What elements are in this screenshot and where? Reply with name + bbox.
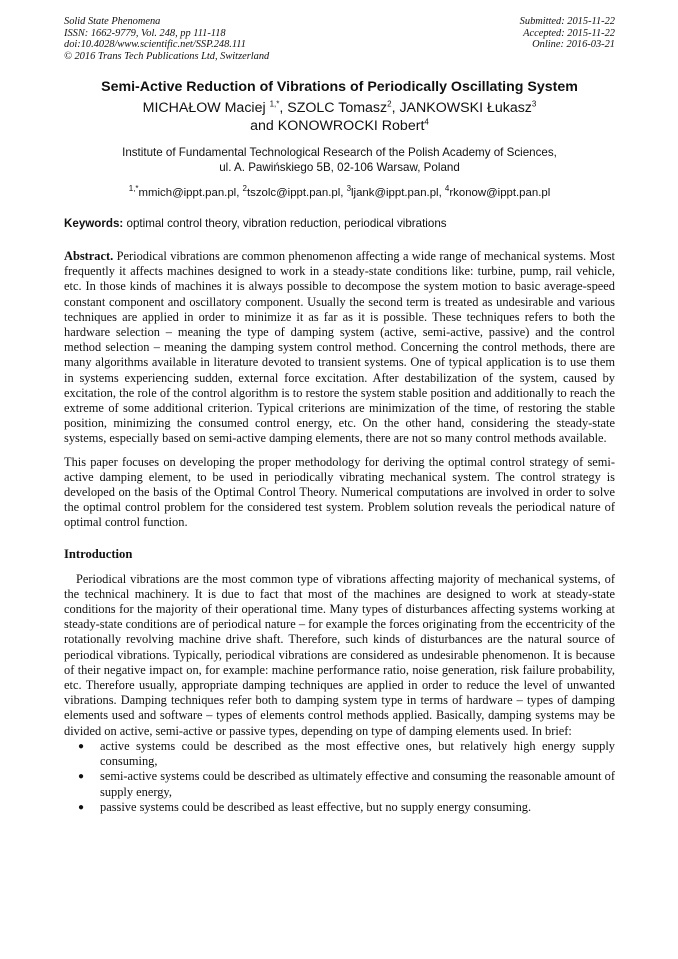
author-4: and KONOWROCKI Robert xyxy=(250,118,425,134)
author-1: MICHAŁOW Maciej xyxy=(142,100,270,116)
introduction-paragraph: Periodical vibrations are the most common type of vibrations affecting majority of mechanical systems, of the technical machinery. It is due to fact that most of the machines are designed to work at steady-state conditions for the majority of their operational time. Many types of disturbances affecting systems working at steady-state conditions are of periodical nature – for example the forces originating from the eccentricity of the rotationally revolving machine drive shaft. Therefore, such kinds of disturbances are the natural source of periodical vibrations. Typically, periodical vibrations are considered as undesirable phenomenon. It is because of their negative impact on, for example: machine performance ratio, noise generation, risk failure probability, etc. Therefore usually, appropriate damping techniques are applied in order to reduce the level of unwanted vibrations. Damping techniques refer both to damping system type in terms of hardware – types of damping elements used and software – types of elements control methods applied. Basically, damping systems may be divided on active, semi-active or passive types, depending on type of damping elements used. In brief: xyxy=(64,571,615,738)
keywords-text: optimal control theory, vibration reduction, periodical vibrations xyxy=(123,217,447,230)
damping-types-list xyxy=(64,739,615,815)
abstract-paragraph-2: This paper focuses on developing the proper methodology for deriving the optimal control strategy of semi-active damping element, to be used in periodically vibrating mechanical system. The control strategy is developed on the basis of the Optimal Control Theory. Numerical computations are involved in order to solve the optimal control problem for the considered test system. Problem solution reveals the periodical nature of optimal control function. xyxy=(64,454,615,530)
affiliation-line-2: ul. A. Pawińskiego 5B, 02-106 Warsaw, Poland xyxy=(219,161,460,174)
online-date: Online: 2016-03-21 xyxy=(532,39,615,51)
author-1-sup: 1,* xyxy=(269,99,280,109)
abstract-text: Periodical vibrations are common phenomenon affecting a wide range of mechanical systems. Most frequently it affects machines designed to work in a steady-state conditions like: turbine, pump, rail vehicle, etc. In those kinds of machines it is always possible to decompose the system motion to basic average-speed constant component and oscillatory component. Usually the second term is treated as undesirable and various techniques are applied in order to minimize it as far as it is possible. These techniques refers to both the hardware selection – meaning the type of damping system (active, semi-active, passive) and the control method selection – meaning the damping system control method. Concerning the control methods, there are many algorithms available in literature devoted to transient systems. One of typical application is to use them in systems experiencing sudden, external force excitation. After destabilization of the system, caused by excitation, the role of the control algorithm is to restore the system stable position and additionally to reach the extreme of some additional criterion. Typical criterions are minimization of the time, of restoring the stable position, minimizing the consumed control energy, etc. On the other hand, considering the steady-state systems, especially based on semi-active damping elements, there are not so many control methods available. xyxy=(64,249,615,446)
bullet-icon: ● xyxy=(78,801,85,813)
list-item xyxy=(78,738,615,769)
affiliation-line-1: Institute of Fundamental Technological Research of the Polish Academy of Sciences, xyxy=(122,146,557,159)
email-3-sup: 3 xyxy=(346,184,352,194)
authors xyxy=(64,99,615,135)
keywords xyxy=(64,217,615,231)
submitted-date: Submitted: 2015-11-22 xyxy=(519,16,615,27)
paper-page xyxy=(64,16,615,815)
journal-info xyxy=(64,16,269,62)
email-4: rkonow@ippt.pan.pl xyxy=(449,187,551,199)
authors-line-2 xyxy=(64,117,615,135)
list-item xyxy=(78,769,615,799)
list-item xyxy=(78,799,615,815)
journal-header xyxy=(64,16,615,64)
list-item-text: active systems could be described as the most effective ones, but relatively high energy supply consuming, xyxy=(100,738,615,769)
affiliation xyxy=(64,145,615,175)
journal-name: Solid State Phenomena xyxy=(64,16,161,27)
authors-line-1 xyxy=(64,99,615,117)
publication-dates xyxy=(520,16,615,51)
email-1-sup: 1,* xyxy=(128,184,139,194)
abstract xyxy=(64,249,615,447)
bullet-icon: ● xyxy=(78,771,85,783)
author-3-sup: 3 xyxy=(531,99,537,109)
doi-line: doi:10.4028/www.scientific.net/SSP.248.111 xyxy=(64,39,246,51)
author-2-sup: 2 xyxy=(387,99,392,109)
email-4-sup: 4 xyxy=(444,184,450,194)
email-3: ljank@ippt.pan.pl, xyxy=(351,187,445,199)
author-emails xyxy=(64,186,615,200)
email-1: mmich@ippt.pan.pl, xyxy=(138,187,243,199)
paper-title: Semi-Active Reduction of Vibrations of Periodically Oscillating System xyxy=(101,79,578,95)
abstract-label: Abstract. xyxy=(64,249,114,263)
author-4-sup: 4 xyxy=(424,117,429,127)
introduction-heading: Introduction xyxy=(64,546,133,561)
email-2: tszolc@ippt.pan.pl, xyxy=(247,187,347,199)
keywords-label: Keywords: xyxy=(64,217,124,230)
list-item-text: semi-active systems could be described as ultimately effective and consuming the reasonable amount of supply energy, xyxy=(100,769,615,799)
issn-line: ISSN: 1662-9779, Vol. 248, pp 111-118 xyxy=(64,27,226,39)
list-item-text: passive systems could be described as least effective, but no supply energy consuming. xyxy=(100,799,532,814)
email-2-sup: 2 xyxy=(242,184,247,194)
author-3: , JANKOWSKI Łukasz xyxy=(391,100,532,116)
bullet-icon: ● xyxy=(78,740,85,752)
copyright-line: © 2016 Trans Tech Publications Ltd, Switzerland xyxy=(64,50,270,62)
author-2: , SZOLC Tomasz xyxy=(279,100,388,116)
accepted-date: Accepted: 2015-11-22 xyxy=(523,27,615,39)
